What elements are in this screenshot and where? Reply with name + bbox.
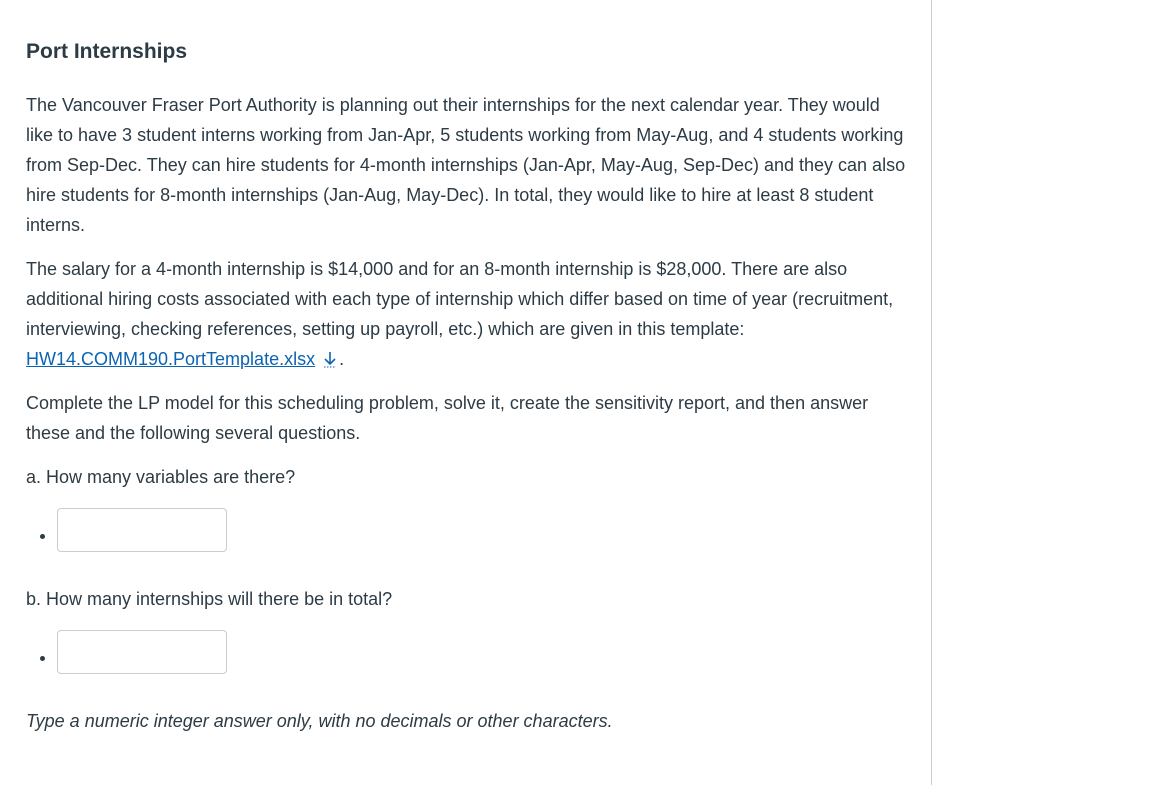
- part-b-answer-input[interactable]: [57, 630, 227, 674]
- template-download-link[interactable]: HW14.COMM190.PortTemplate.xlsx: [26, 349, 316, 369]
- part-b-answer-row: [26, 630, 906, 676]
- salary-text-end: .: [339, 349, 345, 369]
- vertical-divider: [931, 0, 932, 785]
- bullet: [40, 656, 45, 661]
- bullet: [40, 534, 45, 539]
- intro-paragraph: The Vancouver Fraser Port Authority is planning out their internships for the next calendar year. They would like to have 3 student interns working from Jan-Apr, 5 students working from May-Aug, and 4 students working from Sep-Dec. They can hire students for 4-month internships (Jan-Apr, May-Aug, Sep-Dec) and they can also hire students for 8-month internships (Jan-Aug, May-Dec). In total, they would like to hire at least 8 student interns.: [26, 95, 906, 235]
- part-a-answer-row: [26, 508, 906, 554]
- salary-paragraph: [26, 254, 906, 374]
- part-a-answer-input[interactable]: [57, 508, 227, 552]
- salary-text: The salary for a 4-month internship is $14,000 and for an 8-month internship is $28,000. There are also additional hiring costs associated with each type of internship which differ based on time of year (recruitment, interviewing, checking references, setting up payroll, etc.) which are given in this template:: [26, 259, 894, 339]
- part-b-question: b. How many internships will there be in total?: [26, 589, 393, 609]
- answer-format-note: Type a numeric integer answer only, with no decimals or other characters.: [26, 711, 613, 731]
- question-content: [26, 30, 906, 736]
- part-a-question: a. How many variables are there?: [26, 467, 296, 487]
- question-title: Port Internships: [26, 40, 188, 63]
- download-icon[interactable]: [321, 350, 339, 368]
- instructions-paragraph: Complete the LP model for this scheduling problem, solve it, create the sensitivity report, and then answer these and the following several questions.: [26, 393, 869, 443]
